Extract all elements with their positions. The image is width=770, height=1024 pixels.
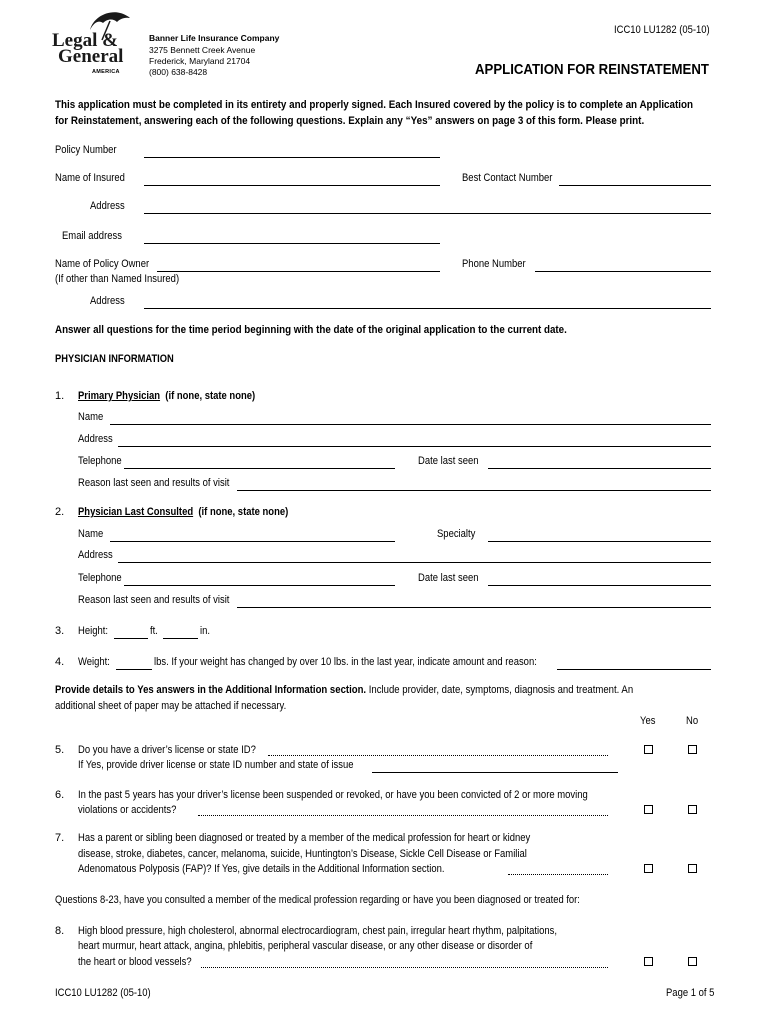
address-field[interactable]: [144, 213, 711, 214]
q8-line2: heart murmur, heart attack, angina, phlebitis, peripheral vascular disease, or any other disease or disorder of: [78, 940, 533, 952]
q1-reason-label: Reason last seen and results of visit: [78, 477, 230, 489]
details-line1: Provide details to Yes answers in the Additional Information section. Include provider, date, symptoms, diagnosis and treatment. An: [55, 684, 634, 696]
q2-reason-label: Reason last seen and results of visit: [78, 594, 230, 606]
owner-address-label: Address: [90, 295, 125, 307]
q1-date-field[interactable]: [488, 468, 711, 469]
q4-number: 4.: [55, 656, 65, 668]
intro-line2: for Reinstatement, answering each of the following questions. Explain any “Yes” answers on page 3 of this form. Please print.: [55, 115, 645, 127]
q5-yes-checkbox[interactable]: [644, 745, 653, 754]
footer-form-id: ICC10 LU1282 (05-10): [55, 987, 151, 999]
footer-page-number: Page 1 of 5: [666, 987, 715, 999]
q6-yes-checkbox[interactable]: [644, 805, 653, 814]
policy-owner-field[interactable]: [157, 271, 440, 272]
q3-height-label: Height:: [78, 625, 108, 637]
q7-yes-checkbox[interactable]: [644, 864, 653, 873]
q2-specialty-label: Specialty: [437, 528, 476, 540]
q3-feet-field[interactable]: [114, 638, 148, 639]
q1-name-field[interactable]: [110, 424, 711, 425]
q1-reason-field[interactable]: [237, 490, 711, 491]
q2-specialty-field[interactable]: [488, 541, 711, 542]
q2-title: Physician Last Consulted (if none, state none): [78, 506, 289, 518]
company-name: Banner Life Insurance Company: [149, 33, 280, 43]
q1-address-field[interactable]: [118, 446, 711, 447]
q5-leader-dots: [268, 755, 608, 756]
q8-number: 8.: [55, 925, 65, 937]
address-label: Address: [90, 200, 125, 212]
q5-no-checkbox[interactable]: [688, 745, 697, 754]
q2-telephone-label: Telephone: [78, 572, 122, 584]
q4-weight-field[interactable]: [116, 669, 152, 670]
q7-no-checkbox[interactable]: [688, 864, 697, 873]
phone-number-field[interactable]: [535, 271, 711, 272]
logo-sub: AMERICA: [92, 69, 120, 75]
q1-address-label: Address: [78, 433, 113, 445]
company-street: 3275 Bennett Creek Avenue: [149, 45, 256, 55]
best-contact-label: Best Contact Number: [462, 172, 553, 184]
best-contact-field[interactable]: [559, 185, 711, 186]
q3-in-label: in.: [200, 625, 210, 637]
phone-number-label: Phone Number: [462, 258, 526, 270]
company-city: Frederick, Maryland 21704: [149, 56, 251, 66]
no-column-header: No: [686, 715, 699, 727]
page-title: APPLICATION FOR REINSTATEMENT: [475, 61, 709, 78]
q1-telephone-label: Telephone: [78, 455, 122, 467]
q2-name-field[interactable]: [110, 541, 395, 542]
answer-note: Answer all questions for the time period beginning with the date of the original application to the current date.: [55, 324, 567, 336]
logo-line1: Legal &: [52, 30, 118, 51]
q8-no-checkbox[interactable]: [688, 957, 697, 966]
q1-title: Primary Physician (if none, state none): [78, 390, 256, 402]
q2-reason-field[interactable]: [237, 607, 711, 608]
physician-header: PHYSICIAN INFORMATION: [55, 353, 174, 365]
q7-leader-dots: [508, 874, 608, 875]
policy-number-field[interactable]: [144, 157, 440, 158]
email-field[interactable]: [144, 243, 440, 244]
q4-text: lbs. If your weight has changed by over 10 lbs. in the last year, indicate amount and reason:: [154, 656, 537, 668]
yes-column-header: Yes: [640, 715, 656, 727]
policy-number-label: Policy Number: [55, 144, 117, 156]
q5-line2: If Yes, provide driver license or state ID number and state of issue: [78, 759, 354, 771]
q6-number: 6.: [55, 789, 65, 801]
q7-line2: disease, stroke, diabetes, cancer, melanoma, suicide, Huntington’s Disease, Sickle Cell Disease or Familial: [78, 848, 527, 860]
policy-owner-label: Name of Policy Owner: [55, 258, 150, 270]
q8-yes-checkbox[interactable]: [644, 957, 653, 966]
q2-date-label: Date last seen: [418, 572, 479, 584]
q1-date-label: Date last seen: [418, 455, 479, 467]
q3-inches-field[interactable]: [163, 638, 198, 639]
q6-leader-dots: [198, 815, 608, 816]
q2-address-field[interactable]: [118, 562, 711, 563]
q8-leader-dots: [201, 967, 608, 968]
q1-telephone-field[interactable]: [124, 468, 395, 469]
q4-reason-field[interactable]: [557, 669, 711, 670]
email-label: Email address: [62, 230, 122, 242]
q2-address-label: Address: [78, 549, 113, 561]
q6-line2: violations or accidents?: [78, 804, 177, 816]
name-of-insured-field[interactable]: [144, 185, 440, 186]
q2-name-label: Name: [78, 528, 104, 540]
logo-line2: General: [58, 46, 124, 67]
company-phone: (800) 638-8428: [149, 67, 208, 77]
q5-license-field[interactable]: [372, 772, 618, 773]
policy-owner-note: (If other than Named Insured): [55, 273, 180, 285]
q2-number: 2.: [55, 506, 65, 518]
q8-line3: the heart or blood vessels?: [78, 956, 192, 968]
q2-date-field[interactable]: [488, 585, 711, 586]
form-id: ICC10 LU1282 (05-10): [614, 24, 710, 36]
q7-line3: Adenomatous Polyposis (FAP)? If Yes, give details in the Additional Information section.: [78, 863, 445, 875]
owner-address-field[interactable]: [144, 308, 711, 309]
q6-no-checkbox[interactable]: [688, 805, 697, 814]
q8-23-intro: Questions 8-23, have you consulted a member of the medical profession regarding or have you been diagnosed or treated for:: [55, 894, 580, 906]
q6-line1: In the past 5 years has your driver’s license been suspended or revoked, or have you been convicted of 2 or more moving: [78, 789, 588, 801]
q3-number: 3.: [55, 625, 65, 637]
q3-ft-label: ft.: [150, 625, 158, 637]
q7-number: 7.: [55, 832, 65, 844]
q5-line1: Do you have a driver’s license or state ID?: [78, 744, 256, 756]
q8-line1: High blood pressure, high cholesterol, abnormal electrocardiogram, chest pain, irregular heart rhythm, palpitations,: [78, 925, 558, 937]
q1-name-label: Name: [78, 411, 104, 423]
legal-general-logo: [52, 8, 132, 80]
name-of-insured-label: Name of Insured: [55, 172, 125, 184]
q5-number: 5.: [55, 744, 65, 756]
q7-line1: Has a parent or sibling been diagnosed or treated by a member of the medical profession for heart or kidney: [78, 832, 531, 844]
q4-weight-label: Weight:: [78, 656, 110, 668]
details-line2: additional sheet of paper may be attached if necessary.: [55, 700, 287, 712]
intro-line1: This application must be completed in its entirety and properly signed. Each Insured covered by the policy is to complete an Application: [55, 99, 694, 111]
q1-number: 1.: [55, 390, 65, 402]
q2-telephone-field[interactable]: [124, 585, 395, 586]
